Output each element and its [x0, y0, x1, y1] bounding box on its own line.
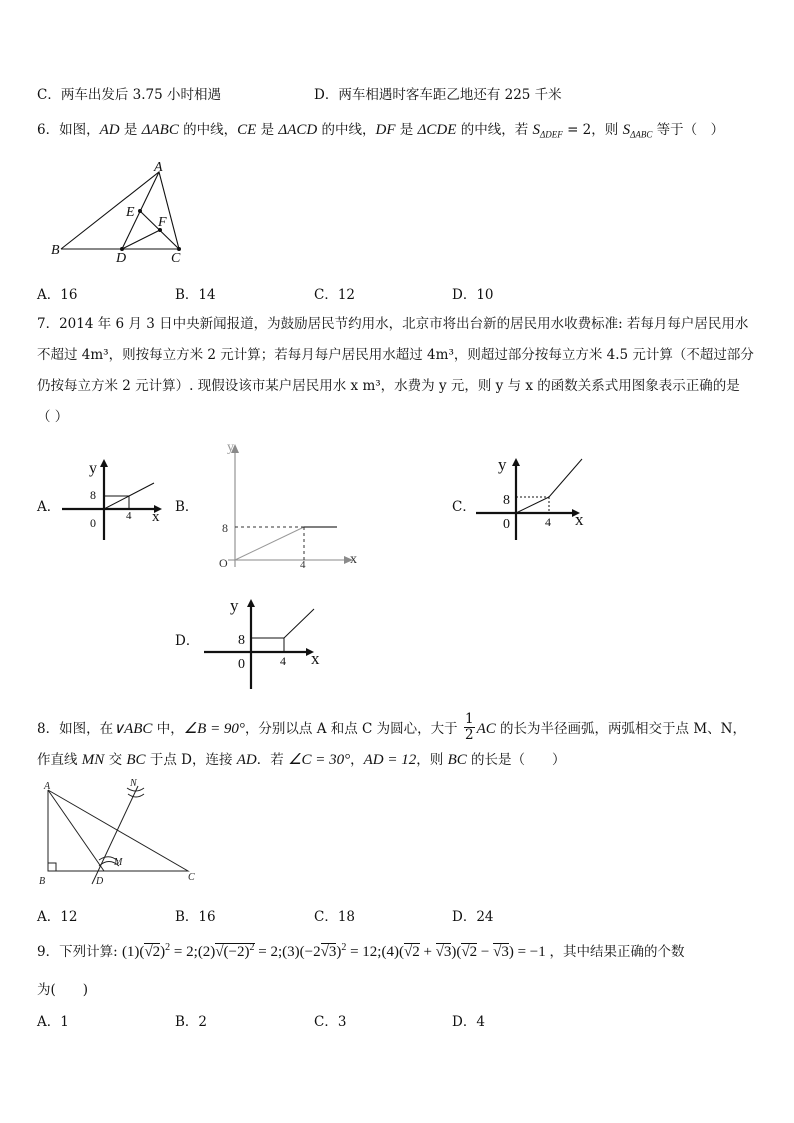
q8-text: 交	[104, 752, 127, 768]
q7-graph-a-segment2	[129, 483, 154, 496]
q6-stem	[37, 118, 724, 140]
q8-right-angle-mark	[48, 863, 56, 871]
q7-graph-b-x-label: x	[350, 552, 357, 567]
q8-triangle-figure	[36, 780, 216, 890]
q7-graph-a-tick-4: 4	[126, 510, 132, 522]
q7-graph-c-tick-8: 8	[503, 493, 510, 508]
q7-stem-line2: 不超过 4m³，则按每立方米 2 元计算；若每月每户居民用水超过 4m³，则超过部分按每立方米 4.5 元计算（不超过部分	[37, 347, 754, 363]
q7-option-b-label: B．	[175, 499, 199, 515]
q8-text: 作直线	[37, 752, 82, 768]
q6-triangle-abc	[61, 172, 179, 249]
q6-text: 的中线，若	[456, 122, 533, 138]
q8-segment-ad	[48, 790, 104, 871]
q8-stem-line2	[37, 748, 566, 769]
q7-option-d-label: D．	[175, 633, 200, 649]
q7-graph-d-tick-4: 4	[280, 654, 286, 668]
q9-option-d: D．4	[452, 1014, 485, 1030]
q7-graph-a-segment1	[104, 496, 129, 509]
q8-text: 中，	[152, 721, 184, 737]
q9-expr-part: )	[160, 944, 166, 960]
q8-label-m: M	[114, 857, 123, 868]
q6-math: S	[532, 122, 540, 138]
q8-math: AD	[236, 752, 257, 768]
q8-text: 的长是（ ）	[466, 752, 566, 768]
q8-text: ．若	[256, 752, 289, 768]
q6-text: 是	[119, 122, 142, 138]
q7-graph-c-y-label: y	[498, 455, 507, 474]
q7-graph-c-x-label: x	[575, 510, 584, 529]
q8-fraction-denominator: 2	[464, 727, 474, 743]
q9-expr-part: (1)(	[121, 944, 145, 960]
q6-point-e	[138, 209, 142, 213]
q7-graph-b-tick-4: 4	[300, 559, 306, 571]
q8-label-d: D	[96, 876, 104, 887]
q7-graph-d-tick-8: 8	[238, 633, 245, 648]
q8-math: BC	[126, 752, 146, 768]
q9-sqrt: √2	[144, 944, 161, 960]
q7-stem-line4: （ ）	[37, 409, 69, 425]
q9-expression	[122, 944, 550, 960]
q5-option-c: C．两车出发后 3.75 小时相遇	[37, 87, 221, 103]
q9-expr-part: )	[336, 944, 342, 960]
q7-graph-c	[476, 455, 606, 545]
q6-option-b: B．14	[175, 287, 216, 303]
q6-math-sub: ΔABC	[630, 129, 653, 140]
q7-graph-a-tick-8: 8	[90, 488, 96, 502]
q7-graph-b-origin: O	[219, 556, 228, 570]
q8-option-b: B．16	[175, 909, 216, 925]
q9-expr-part: = 2;	[170, 944, 198, 960]
q6-triangle-figure	[40, 160, 240, 270]
q7-graph-d	[204, 596, 334, 691]
q8-text: 8．如图，在	[37, 721, 114, 737]
q9-radicand: (−2)	[223, 944, 250, 960]
q8-label-b: B	[39, 876, 46, 887]
q9-expr-part: = 2;	[254, 944, 283, 960]
q9-stem-line2: 为( )	[37, 982, 89, 998]
q9-expr-part: = 12;	[346, 944, 382, 960]
q8-label-a: A	[44, 781, 51, 792]
q9-expr-part: )(	[451, 944, 462, 960]
q9-expr-part: (4)(	[381, 944, 404, 960]
q6-math: CE	[237, 122, 257, 138]
q8-option-a: A．12	[37, 909, 78, 925]
q8-text: ，分别以点 A 和点 C 为圆心，大于	[244, 721, 462, 737]
q7-graph-d-x-label: x	[311, 649, 320, 668]
q7-graph-a-y-label: y	[89, 460, 97, 477]
q8-option-c: C．18	[314, 909, 356, 925]
q7-graph-a-zero: 0	[90, 516, 96, 530]
q6-option-d: D．10	[452, 287, 494, 303]
q7-graph-c-tick-4: 4	[545, 515, 551, 529]
q8-text: ，则	[416, 752, 448, 768]
q6-text: ，则	[591, 122, 623, 138]
q8-line-mn	[92, 786, 138, 884]
q8-math: ∠C = 30°	[288, 752, 351, 768]
q8-fraction-numerator: 1	[464, 711, 474, 727]
q7-graph-a-y-arrow	[100, 459, 108, 467]
q9-expr-part: +	[419, 944, 436, 960]
q8-math: AD = 12	[363, 752, 417, 768]
q7-graph-b-tick-8: 8	[222, 521, 228, 535]
q6-label-b: B	[51, 243, 60, 258]
q8-text: 的长为半径画弧，两弧相交于点 M、N，	[495, 721, 746, 737]
q7-graph-d-y-label: y	[230, 596, 239, 615]
q9-option-a: A．1	[37, 1014, 69, 1030]
q9-expr-part: −	[477, 944, 494, 960]
q6-text: 是	[256, 122, 279, 138]
q7-graph-d-y-arrow	[247, 599, 255, 607]
q7-graph-c-segment1	[516, 497, 549, 513]
q8-text: ，	[350, 752, 364, 768]
q9-radicand: 3	[501, 944, 509, 960]
q6-math: ΔCDE	[417, 122, 457, 138]
q8-label-n: N	[130, 778, 137, 789]
q8-math: BC	[447, 752, 467, 768]
q7-stem-line1: 7．2014 年 6 月 3 日中央新闻报道，为鼓励居民节约用水，北京市将出台新的居民用水收费标准: 若每月每户居民用水	[37, 316, 749, 332]
q7-option-a-label: A．	[37, 499, 61, 515]
q6-math: S	[622, 122, 631, 138]
q9-exponent: 2	[341, 942, 347, 953]
q7-graph-b	[210, 440, 370, 570]
q6-number: 6．如图，	[37, 122, 100, 138]
q6-text: 是	[395, 122, 418, 138]
q7-graph-c-zero: 0	[503, 517, 510, 532]
q6-option-a: A．16	[37, 287, 78, 303]
q6-label-d: D	[116, 251, 127, 266]
q6-option-c: C．12	[314, 287, 356, 303]
q6-text: 等于（ ）	[652, 122, 725, 138]
q8-option-d: D．24	[452, 909, 494, 925]
q6-math-sub: ΔDEF	[540, 129, 563, 140]
q9-text: ，其中结果正确的个数	[549, 944, 685, 960]
q6-label-e: E	[126, 205, 135, 220]
q9-sqrt: √3	[320, 944, 337, 960]
q6-text: = 2	[562, 122, 592, 138]
q5-option-d: D．两车相遇时客车距乙地还有 225 千米	[314, 87, 562, 103]
q8-label-c: C	[188, 872, 195, 883]
q7-graph-b-y-label: y	[227, 440, 234, 455]
q9-radicand: 2	[412, 944, 420, 960]
q7-graph-d-segment2	[284, 609, 314, 638]
q6-text: 的中线，	[178, 122, 238, 138]
q8-math: ∨ABC	[113, 721, 153, 737]
q7-graph-a	[62, 458, 172, 548]
q7-graph-d-segment1	[251, 638, 284, 652]
q7-option-c-label: C．	[452, 499, 476, 515]
q6-segment-df	[122, 230, 160, 249]
q6-math: ΔACD	[278, 122, 318, 138]
q7-graph-d-zero: 0	[238, 657, 245, 672]
q8-stem-line1	[37, 711, 746, 745]
q6-math: ΔABC	[141, 122, 179, 138]
q8-fraction-half	[464, 712, 475, 743]
q7-graph-a-x-label: x	[152, 509, 160, 525]
q6-math: DF	[375, 122, 396, 138]
q9-exponent: 2	[249, 942, 255, 953]
q9-sqrt: √2	[403, 944, 420, 960]
q9-expr-part: (2)	[197, 944, 216, 960]
q6-text: 的中线，	[317, 122, 376, 138]
q8-arc-mark-n2	[128, 794, 144, 797]
q6-label-c: C	[171, 251, 181, 266]
q7-graph-c-segment2	[549, 459, 582, 497]
q7-stem-line3: 仍按每立方米 2 元计算）. 现假设该市某户居民用水 x m³，水费为 y 元，则 y 与 x 的函数关系式用图象表示正确的是	[37, 378, 740, 394]
q9-expr-part: ) = −1	[508, 944, 546, 960]
q9-option-b: B．2	[175, 1014, 208, 1030]
q9-radicand: 2	[152, 944, 161, 960]
q9-radicand: 3	[443, 944, 452, 960]
q6-label-f: F	[158, 215, 167, 230]
q8-math: MN	[81, 752, 105, 768]
q8-math: AC	[476, 721, 496, 737]
q9-radicand: 2	[469, 944, 478, 960]
q8-math: ∠B = 90°	[183, 721, 245, 737]
q9-expr-part: (3)(−2	[282, 944, 321, 960]
q9-exponent: 2	[165, 942, 171, 953]
q6-math: AD	[99, 122, 120, 138]
q9-sqrt: √3	[435, 944, 452, 960]
q9-option-c: C．3	[314, 1014, 347, 1030]
q9-sqrt: √3	[493, 944, 509, 960]
q6-label-a: A	[154, 160, 163, 175]
q7-graph-c-y-arrow	[512, 458, 520, 466]
q9-sqrt: √2	[461, 944, 478, 960]
q9-radicand: 3	[328, 944, 337, 960]
q9-text: 9．下列计算:	[37, 944, 118, 960]
q8-text: 于点 D，连接	[145, 752, 237, 768]
q9-sqrt: $√(-2)^2$	[215, 942, 255, 960]
q9-stem-line1	[37, 940, 685, 961]
q7-graph-b-segment1	[235, 527, 304, 560]
